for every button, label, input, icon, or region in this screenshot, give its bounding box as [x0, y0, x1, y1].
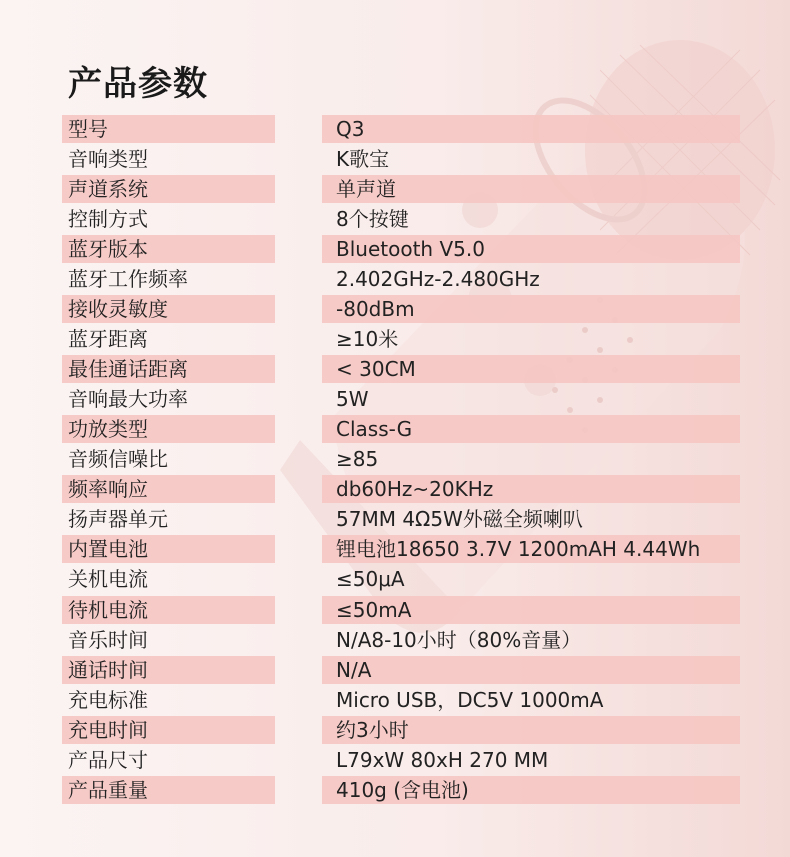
spec-label: 声道系统	[62, 175, 275, 203]
spec-value: 5W	[336, 387, 369, 412]
spec-value: ≤50μA	[336, 567, 405, 592]
spec-label: 蓝牙距离	[68, 327, 148, 352]
spec-label: 频率响应	[62, 475, 275, 503]
spec-value: 8个按键	[336, 207, 409, 232]
spec-label: 蓝牙工作频率	[68, 267, 188, 292]
spec-value: Micro USB，DC5V 1000mA	[336, 687, 604, 712]
spec-value: K歌宝	[336, 147, 390, 172]
spec-table	[62, 114, 742, 805]
spec-row	[62, 114, 742, 144]
spec-label: 音乐时间	[68, 627, 148, 652]
spec-row	[62, 685, 742, 715]
spec-row	[62, 354, 742, 384]
spec-value: Class-G	[322, 415, 740, 443]
spec-label: 关机电流	[68, 567, 148, 592]
spec-label: 型号	[62, 115, 275, 143]
spec-label: 音响类型	[68, 147, 148, 172]
spec-row	[62, 234, 742, 264]
spec-value: -80dBm	[322, 295, 740, 323]
spec-row	[62, 655, 742, 685]
spec-label: 产品重量	[62, 776, 275, 804]
spec-label: 蓝牙版本	[62, 235, 275, 263]
spec-value: 锂电池18650 3.7V 1200mAH 4.44Wh	[322, 535, 740, 563]
spec-row	[62, 474, 742, 504]
spec-label: 功放类型	[62, 415, 275, 443]
spec-row	[62, 504, 742, 534]
spec-label: 控制方式	[68, 207, 148, 232]
spec-row	[62, 745, 742, 775]
spec-label: 音频信噪比	[68, 447, 168, 472]
spec-row	[62, 174, 742, 204]
spec-row	[62, 564, 742, 594]
spec-value: < 30CM	[322, 355, 740, 383]
spec-value: N/A8-10小时（80%音量）	[336, 627, 582, 652]
spec-label: 通话时间	[62, 656, 275, 684]
spec-label: 充电标准	[68, 687, 148, 712]
spec-value: db60Hz~20KHz	[322, 475, 740, 503]
spec-value: 约3小时	[322, 716, 740, 744]
spec-label: 音响最大功率	[68, 387, 188, 412]
spec-row	[62, 715, 742, 745]
page-title: 产品参数	[68, 64, 208, 104]
spec-row	[62, 144, 742, 174]
spec-label: 内置电池	[62, 535, 275, 563]
spec-value: ≥85	[336, 447, 379, 472]
spec-value: ≤50mA	[322, 596, 740, 624]
spec-value: 410g (含电池)	[322, 776, 740, 804]
spec-value: 单声道	[322, 175, 740, 203]
spec-label: 待机电流	[62, 596, 275, 624]
spec-label: 产品尺寸	[68, 747, 148, 772]
spec-value: L79xW 80xH 270 MM	[336, 747, 549, 772]
spec-label: 扬声器单元	[68, 507, 168, 532]
spec-row	[62, 204, 742, 234]
spec-row	[62, 324, 742, 354]
spec-row	[62, 384, 742, 414]
spec-label: 接收灵敏度	[62, 295, 275, 323]
spec-value: Q3	[322, 115, 740, 143]
spec-row	[62, 294, 742, 324]
spec-value: 2.402GHz-2.480GHz	[336, 267, 540, 292]
spec-row	[62, 775, 742, 805]
spec-value: ≥10米	[336, 327, 399, 352]
spec-row	[62, 595, 742, 625]
spec-value: N/A	[322, 656, 740, 684]
spec-row	[62, 625, 742, 655]
spec-label: 充电时间	[62, 716, 275, 744]
spec-row	[62, 264, 742, 294]
spec-row	[62, 414, 742, 444]
spec-value: 57MM 4Ω5W外磁全频喇叭	[336, 507, 583, 532]
spec-label: 最佳通话距离	[62, 355, 275, 383]
spec-row	[62, 534, 742, 564]
spec-row	[62, 444, 742, 474]
spec-value: Bluetooth V5.0	[322, 235, 740, 263]
